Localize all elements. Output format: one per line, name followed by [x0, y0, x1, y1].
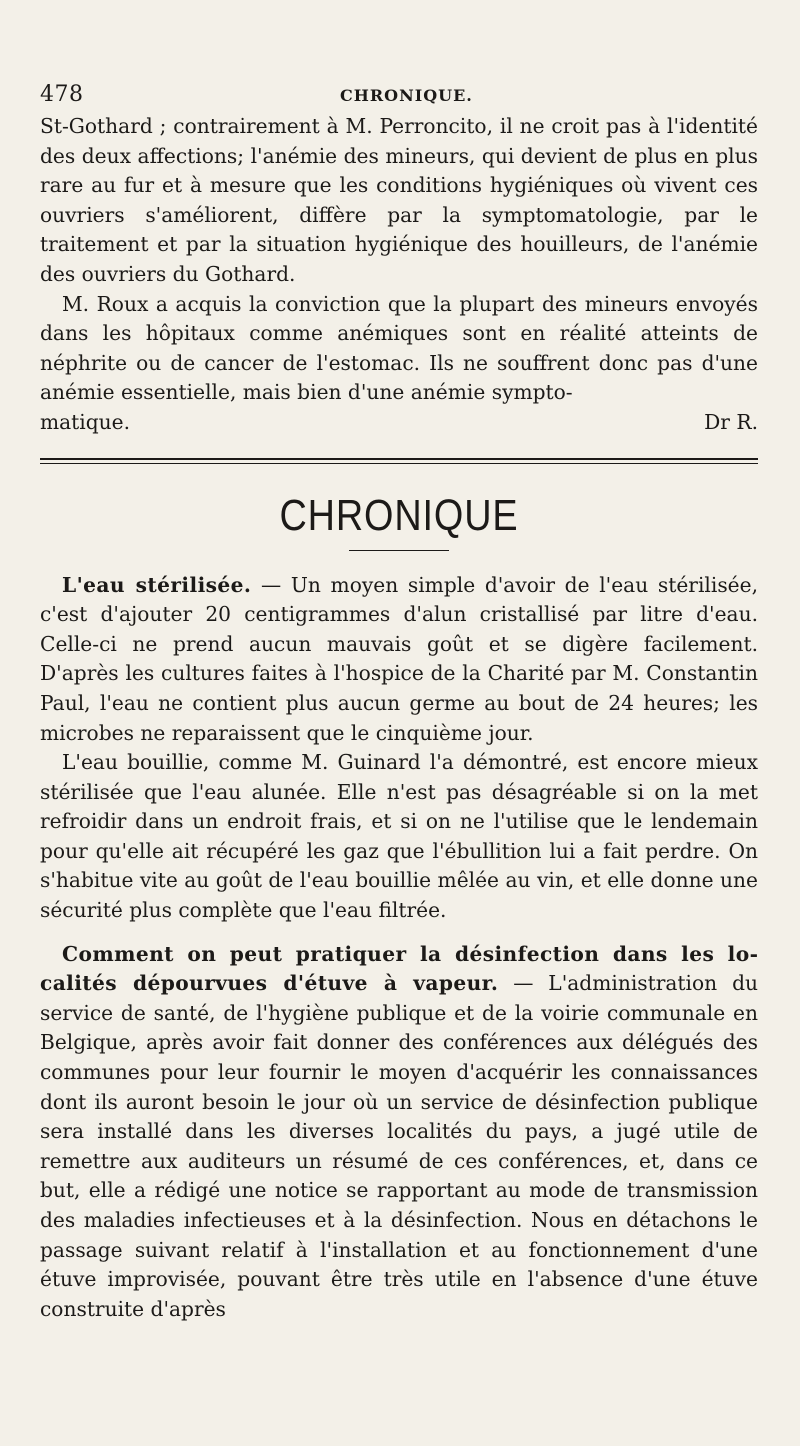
article-disinfection-text-1: — L'administration du service de santé, de l'hygiène publique et de la voirie communale en Belgique, après avoir fait donner des conférences aux délégués des communes pour leur fournir le moyen d'acquérir les connaissances dont ils auront besoin le jour où un service de désinfection publique sera installé dans les diverses localités du pays, a jugé utile de remettre aux auditeurs un résumé de ces conférences, et, dans ce but, elle a rédigé une notice se rapportant au mode de transmission des maladies infectieuses et à la désinfection. Nous en détachons le passage suivant relatif à l'installation et au fonctionnement d'une étuve improvisée, pouvant être très utile en l'absence d'une étuve construite d'après [40, 971, 758, 1321]
article-disinfection-paragraph-1 [40, 940, 758, 1325]
running-title: CHRONIQUE. [340, 86, 473, 105]
author-signature: Dr R. [704, 409, 758, 434]
title-underline [349, 550, 449, 551]
article-water-paragraph-2: L'eau bouillie, comme M. Guinard l'a démontré, est encore mieux stérilisée que l'eau alunée. Elle n'est pas désagréable si on la met refroidir dans un endroit frais, et si on ne l'utilise que le lendemain pour qu'elle ait récupéré les gaz que l'ébullition lui a fait perdre. On s'habitue vite au goût de l'eau bouillie mêlée au vin, et elle donne une sécurité plus complète que l'eau filtrée. [40, 750, 758, 923]
running-header [40, 76, 758, 112]
article-disinfection-heading: Comment on peut pratiquer la désinfection dans les localités dépourvues d'étuve à vapeur. [40, 941, 758, 996]
article-water-text-1: — Un moyen simple d'avoir de l'eau stérilisée, c'est d'ajouter 20 centigrammes d'alun cristallisé par litre d'eau. Celle-ci ne prend aucun mauvais goût et se digère facilement. D'après les cultures faites à l'hospice de la Charité par M. Constantin Paul, l'eau ne contient plus aucun germe au bout de 24 heures; les microbes ne reparaissent que le cinquième jour. [40, 572, 758, 745]
article-water-paragraph-1 [40, 571, 758, 749]
previous-article-closing-line [40, 408, 758, 438]
article-water-heading: L'eau stérilisée. [62, 572, 252, 597]
article-spacer [40, 926, 758, 940]
section-divider [40, 458, 758, 464]
previous-article-paragraph-1: St-Gothard ; contrairement à M. Perroncito, il ne croit pas à l'identité des deux affections; l'anémie des mineurs, qui devient de plus en plus rare au fur et à mesure que les conditions hygiéniques où vivent ces ouvriers s'améliorent, diffère par la symptomatologie, par le traitement et par la situation hygiénique des houilleurs, de l'anémie des ouvriers du Gothard. [40, 114, 758, 286]
page-number: 478 [40, 82, 84, 107]
previous-article-paragraph-2: M. Roux a acquis la conviction que la plupart des mineurs envoyés dans les hôpitaux comme anémiques sont en réalité atteints de néphrite ou de cancer de l'estomac. Ils ne souffrent donc pas d'une anémie essentielle, mais bien d'une anémie sympto- [40, 291, 758, 405]
section-title: CHRONIQUE [279, 490, 519, 540]
previous-article-last-line: matique. [40, 409, 131, 434]
